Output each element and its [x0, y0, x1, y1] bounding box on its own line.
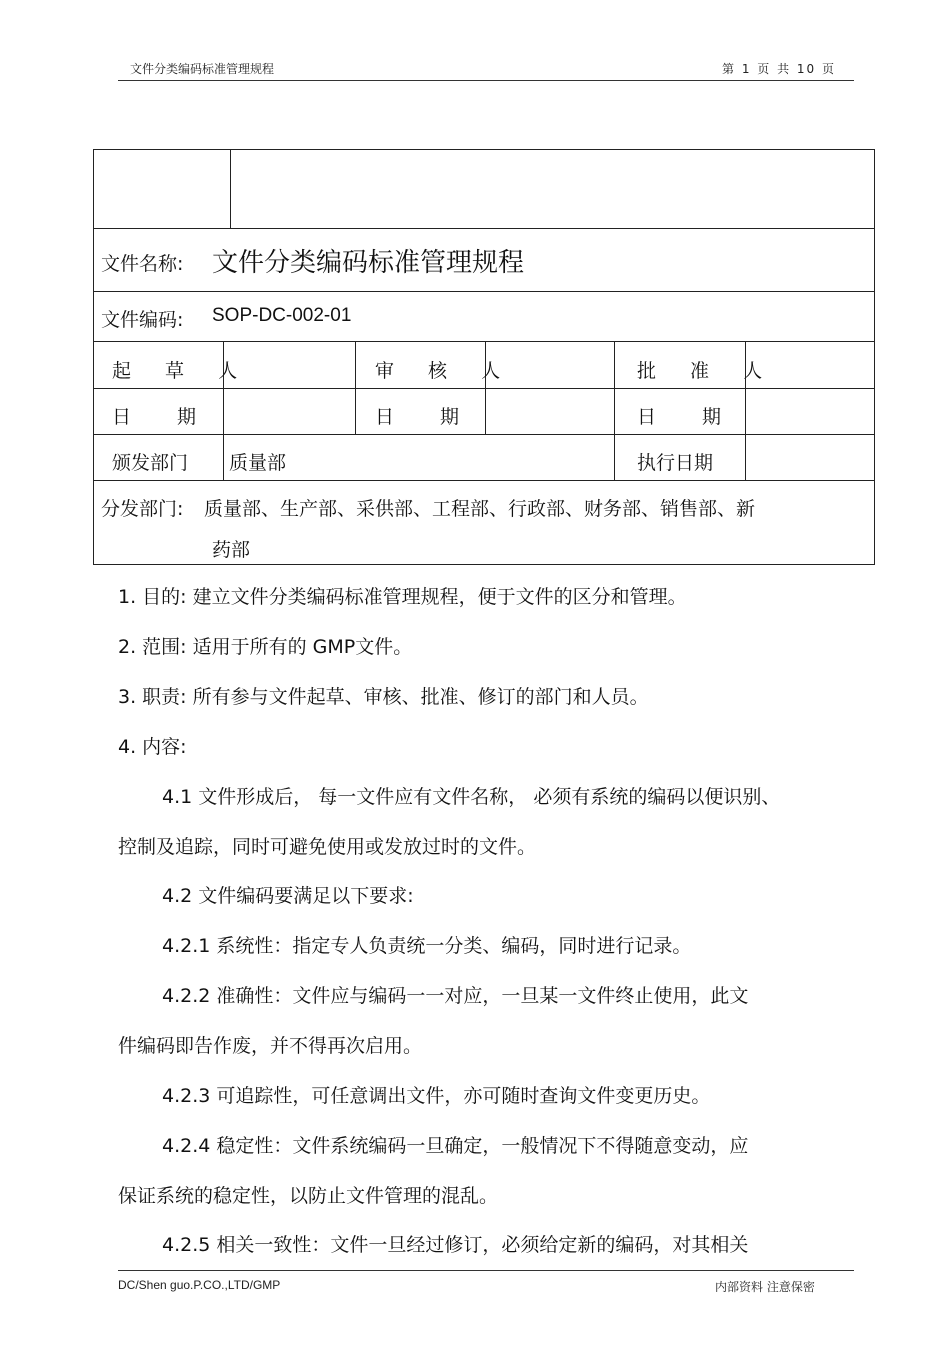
- section-scope: 2. 范围: 适用于所有的 GMP文件。: [118, 636, 413, 658]
- paragraph-4-2-3: 4.2.3 可追踪性，可任意调出文件，亦可随时查询文件变更历史。: [162, 1085, 711, 1107]
- code-value: SOP-DC-002-01: [212, 305, 352, 326]
- paragraph-4-1-cont: 控制及追踪，同时可避免使用或发放过时的文件。: [118, 836, 537, 858]
- table-divider: [94, 388, 874, 389]
- header-page-info: 第 1 页 共 10 页: [722, 62, 836, 76]
- name-label: 文件名称:: [101, 253, 184, 275]
- document-info-table: [93, 149, 875, 565]
- paragraph-4-2-4: 4.2.4 稳定性：文件系统编码一旦确定，一般情况下不得随意变动，应: [162, 1135, 749, 1157]
- reviewer-label: 审 核 人: [375, 360, 515, 382]
- header-doc-title: 文件分类编码标准管理规程: [130, 62, 275, 76]
- section-content-heading: 4. 内容:: [118, 736, 187, 758]
- table-divider: [94, 434, 874, 435]
- table-divider: [94, 341, 874, 342]
- distribution-label: 分发部门:: [101, 498, 184, 520]
- table-divider: [485, 341, 486, 434]
- footer-divider: [118, 1270, 854, 1271]
- footer-company: DC/Shen guo.P.CO.,LTD/GMP: [118, 1278, 281, 1292]
- date-label: 日 期: [112, 406, 197, 428]
- paragraph-4-2-1: 4.2.1 系统性：指定专人负责统一分类、编码，同时进行记录。: [162, 935, 692, 957]
- table-divider: [94, 228, 874, 229]
- header-divider: [118, 80, 854, 81]
- date-label: 日 期: [637, 406, 722, 428]
- date-label: 日 期: [375, 406, 460, 428]
- approver-label: 批 准 人: [637, 360, 777, 382]
- distribution-value-cont: 药部: [212, 539, 251, 561]
- table-divider: [355, 341, 356, 434]
- paragraph-4-2-4-cont: 保证系统的稳定性，以防止文件管理的混乱。: [118, 1185, 499, 1207]
- paragraph-4-1: 4.1 文件形成后， 每一文件应有文件名称， 必须有系统的编码以便识别、: [162, 786, 781, 808]
- paragraph-4-2: 4.2 文件编码要满足以下要求:: [162, 885, 414, 907]
- drafter-label: 起 草 人: [112, 360, 252, 382]
- paragraph-4-2-5: 4.2.5 相关一致性：文件一旦经过修订，必须给定新的编码，对其相关: [162, 1234, 749, 1256]
- section-purpose: 1. 目的: 建立文件分类编码标准管理规程，便于文件的区分和管理。: [118, 586, 687, 608]
- table-divider: [94, 291, 874, 292]
- table-divider: [230, 150, 231, 228]
- issuing-dept-label: 颁发部门: [112, 452, 189, 474]
- paragraph-4-2-2: 4.2.2 准确性：文件应与编码一一对应，一旦某一文件终止使用，此文: [162, 985, 749, 1007]
- table-divider: [614, 341, 615, 480]
- paragraph-4-2-2-cont: 件编码即告作废，并不得再次启用。: [118, 1035, 423, 1057]
- table-divider: [94, 480, 874, 481]
- footer-confidential: 内部资料 注意保密: [715, 1280, 815, 1294]
- effective-date-label: 执行日期: [637, 452, 714, 474]
- name-value: 文件分类编码标准管理规程: [212, 248, 525, 278]
- issuing-dept-value: 质量部: [229, 452, 287, 474]
- section-responsibility: 3. 职责: 所有参与文件起草、审核、批准、修订的部门和人员。: [118, 686, 649, 708]
- distribution-value: 质量部、生产部、采供部、工程部、行政部、财务部、销售部、新: [204, 498, 756, 520]
- code-label: 文件编码:: [101, 309, 184, 331]
